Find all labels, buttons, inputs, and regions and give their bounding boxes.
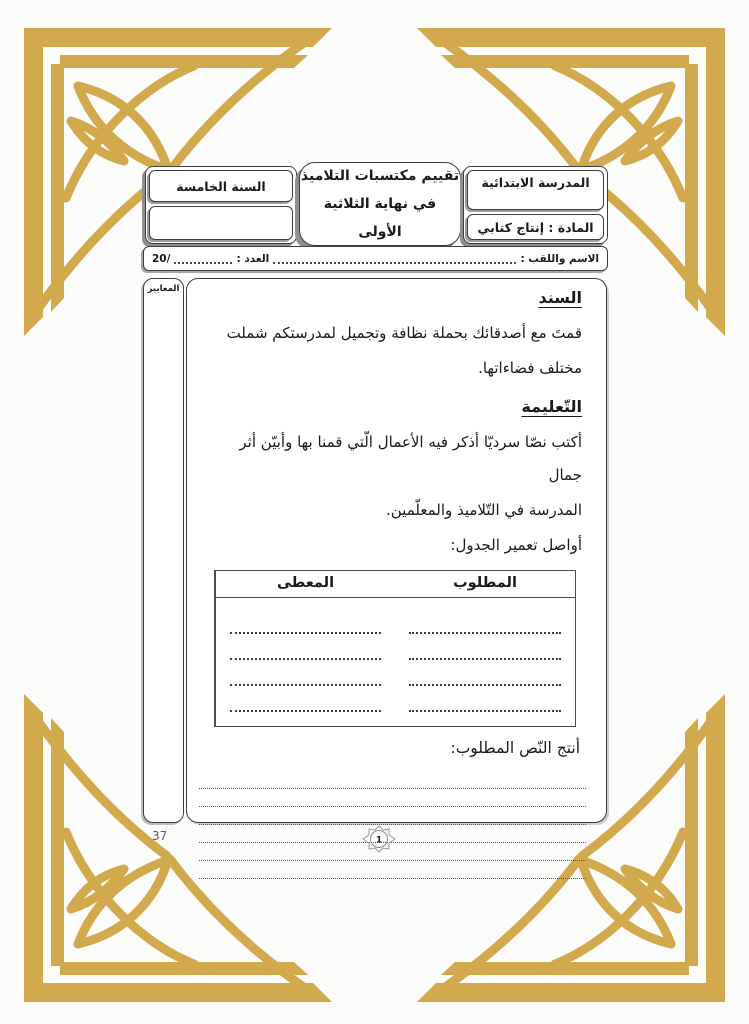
support-heading: السند (538, 288, 582, 307)
given-required-table (214, 570, 576, 727)
exam-title-box (299, 162, 461, 246)
exam-title-line1: تقييم مكتسبات التلاميذ (300, 168, 460, 184)
school-box: المدرسة الابتدائية (467, 170, 604, 210)
subject-box: المادة : إنتاج كتابي (467, 214, 604, 240)
score-dotted-field (174, 253, 232, 264)
year-box: السنة الخامسة (149, 170, 293, 202)
year-blank-box (149, 206, 293, 240)
name-label: الاسم واللقب : (520, 252, 599, 265)
dotted-line (199, 807, 586, 825)
table-header-required: المطلوب (453, 575, 517, 591)
dotted-line (409, 660, 561, 686)
dotted-line (230, 634, 381, 660)
criteria-label: المعايير (147, 284, 180, 294)
dotted-line (230, 660, 381, 686)
dotted-line (409, 608, 561, 634)
table-cell-required (395, 598, 575, 726)
table-body-row (215, 598, 575, 726)
table-cell-given (215, 598, 395, 726)
school-group (463, 166, 608, 244)
criteria-sidebar (143, 278, 184, 823)
dotted-line (230, 686, 381, 712)
score-label: العدد : (236, 252, 270, 265)
score-value: /20 (152, 252, 171, 265)
dotted-line (409, 634, 561, 660)
exam-title-line2: في نهاية الثلاثية الأولى (323, 196, 437, 240)
table-intro: أواصل تعمير الجدول: (450, 536, 582, 554)
page-number: 37 (152, 829, 168, 843)
support-line: مختلف فضاءاتها. (478, 359, 582, 377)
produce-text-label: أنتج النّص المطلوب: (450, 739, 580, 757)
instruction-line: أكتب نصّا سرديّا أذكر فيه الأعمال الّتي قمنا بها وأبيّن أثر جمال (239, 433, 582, 484)
instruction-heading: التّعليمة (521, 397, 582, 416)
name-score-bar (143, 246, 608, 271)
instruction-line: المدرسة في التّلاميذ والمعلّمين. (385, 501, 582, 519)
dotted-line (409, 686, 561, 712)
year-group (145, 166, 297, 244)
dotted-line (199, 789, 586, 807)
dotted-line (199, 771, 586, 789)
name-dotted-field (273, 253, 516, 264)
dotted-line (199, 861, 586, 879)
worksheet-body (186, 278, 607, 823)
badge-number: 1 (375, 835, 383, 846)
support-line: قمتَ مع أصدقائك بحملة نظافة وتجميل لمدرستكم شملت (226, 324, 582, 342)
dotted-line (230, 608, 381, 634)
table-header-row (215, 571, 575, 598)
rosette-badge (362, 825, 396, 853)
table-header-given: المعطى (215, 571, 395, 597)
